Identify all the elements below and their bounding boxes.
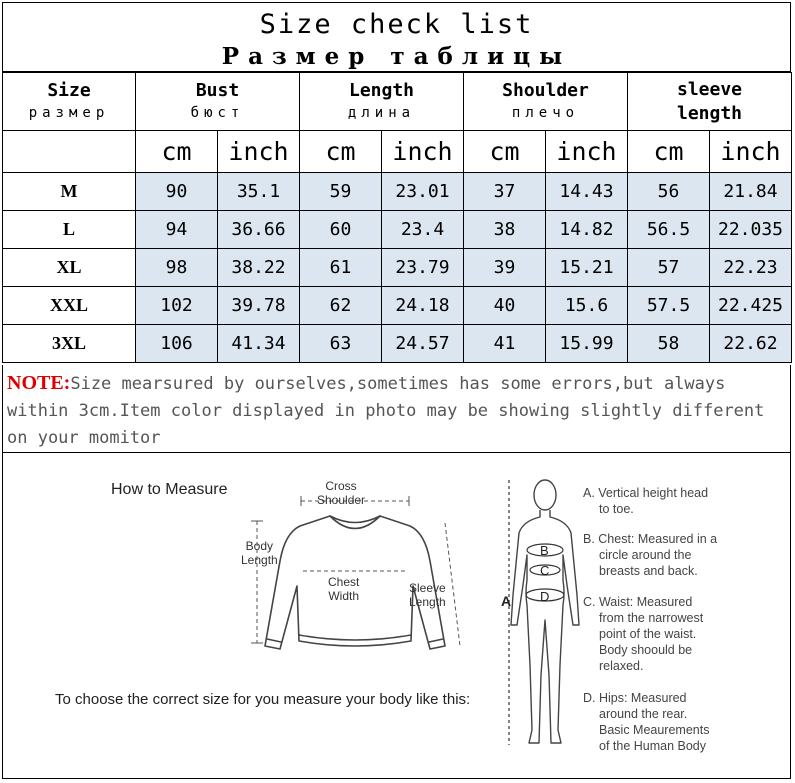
table-cell: 24.18	[382, 287, 464, 325]
note-box	[2, 365, 791, 453]
table-cell: 37	[464, 173, 546, 211]
table-cell: 22.425	[710, 287, 792, 325]
unit-cell: cm	[464, 131, 546, 173]
sleeve-length-line1: Sleeve	[409, 581, 446, 595]
table-row	[3, 287, 792, 325]
how-to-measure-heading: How to Measure	[111, 481, 228, 498]
table-cell: 59	[300, 173, 382, 211]
table-cell: 15.21	[546, 249, 628, 287]
legend-a	[583, 485, 708, 517]
table-cell: 56.5	[628, 211, 710, 249]
shoulder-header-ru: плечо	[511, 104, 580, 121]
table-row	[3, 325, 792, 363]
legend-d-line: Basic Meaurements	[599, 723, 710, 737]
chest-width-line2: Width	[328, 589, 360, 603]
legend-b-line: circle around the	[599, 548, 692, 562]
table-cell: 22.23	[710, 249, 792, 287]
unit-cell: cm	[136, 131, 218, 173]
marker-d: D	[540, 589, 550, 604]
table-cell: 62	[300, 287, 382, 325]
legend-d-line: D. Hips: Measured	[583, 691, 687, 705]
table-cell: 61	[300, 249, 382, 287]
table-cell: 40	[464, 287, 546, 325]
table-cell: 60	[300, 211, 382, 249]
sleeve-cuff-right	[429, 639, 443, 642]
title-russian: Размер таблицы	[221, 43, 572, 70]
unit-cell: inch	[382, 131, 464, 173]
table-cell: 56	[628, 173, 710, 211]
figure-head	[534, 480, 556, 510]
shoulder-header	[464, 73, 628, 131]
legend-c-line: relaxed.	[599, 659, 644, 673]
bust-header	[136, 73, 300, 131]
table-cell: 58	[628, 325, 710, 363]
marker-c: C	[540, 563, 550, 578]
table-cell: 106	[136, 325, 218, 363]
table-cell: 15.99	[546, 325, 628, 363]
length-header-ru: длина	[347, 104, 416, 121]
sleeve-length-header	[628, 73, 792, 131]
body-length-line1: Body	[245, 539, 274, 553]
table-cell: 35.1	[218, 173, 300, 211]
legend-c	[583, 594, 703, 674]
legend-b-line: breasts and back.	[599, 564, 698, 578]
legend-d	[583, 690, 709, 754]
shoulder-header-en: Shoulder	[502, 79, 589, 101]
title-english: Size check list	[259, 9, 534, 40]
legend-d-line: of the Human Body	[599, 739, 707, 753]
legend-b	[583, 531, 717, 579]
units-blank-cell	[3, 131, 136, 173]
table-cell: 57	[628, 249, 710, 287]
table-cell: 22.62	[710, 325, 792, 363]
legend-c-line: from the narrowest	[599, 611, 704, 625]
legend-c-line: C. Waist: Measured	[583, 595, 693, 609]
table-cell: 38.22	[218, 249, 300, 287]
table-cell: 24.57	[382, 325, 464, 363]
table-cell: 36.66	[218, 211, 300, 249]
bust-header-ru: бюст	[190, 104, 245, 121]
unit-cell: cm	[300, 131, 382, 173]
legend-c-line: Body shoould be	[599, 643, 693, 657]
sleeve-length-label	[409, 581, 446, 609]
note-label: NOTE:	[7, 372, 71, 394]
table-cell: 23.79	[382, 249, 464, 287]
table-cell: 41.34	[218, 325, 300, 363]
sleeve-header-line2: length	[677, 102, 743, 124]
table-cell: 98	[136, 249, 218, 287]
body-figure	[505, 475, 585, 775]
sleeve-cuff-left	[267, 639, 281, 642]
unit-cell: inch	[546, 131, 628, 173]
table-row	[3, 249, 792, 287]
table-cell: 63	[300, 325, 382, 363]
table-row	[3, 173, 792, 211]
legend-c-line: point of the waist.	[599, 627, 697, 641]
legend-b-line: B. Chest: Measured in a	[583, 532, 718, 546]
table-cell: 39	[464, 249, 546, 287]
table-cell: 41	[464, 325, 546, 363]
size-header-ru: размер	[28, 104, 110, 121]
measure-instruction: To choose the correct size for you measure your body like this:	[55, 691, 471, 708]
sweater-hem	[299, 635, 411, 640]
sleeve-length-line2: Length	[409, 595, 446, 609]
cross-shoulder-line1: Cross	[325, 479, 357, 493]
table-cell: 38	[464, 211, 546, 249]
legend-a-line: to toe.	[599, 502, 634, 516]
table-cell: 21.84	[710, 173, 792, 211]
length-header	[300, 73, 464, 131]
cross-shoulder-line2: Shoulder	[317, 493, 366, 507]
note-text: Size mearsured by ourselves,sometimes has some errors,but always within 3cm.Item color displayed in photo may be showing slightly different on your momitor	[7, 374, 765, 448]
title-box	[2, 2, 791, 72]
marker-a: A	[501, 593, 512, 609]
table-cell: 15.6	[546, 287, 628, 325]
size-label: 3XL	[3, 325, 136, 363]
size-label: XXL	[3, 287, 136, 325]
legend-d-line: around the rear.	[599, 707, 688, 721]
size-label: XL	[3, 249, 136, 287]
sleeve-length-line	[445, 523, 460, 646]
cross-shoulder-label	[317, 479, 365, 507]
size-header-en: Size	[47, 79, 91, 101]
legend-a-line: A. Vertical height head	[583, 486, 709, 500]
table-cell: 94	[136, 211, 218, 249]
chest-width-label	[328, 575, 359, 603]
size-label: L	[3, 211, 136, 249]
table-cell: 22.035	[710, 211, 792, 249]
table-cell: 14.43	[546, 173, 628, 211]
unit-cell: inch	[218, 131, 300, 173]
sleeve-header-line1: sleeve	[677, 78, 743, 100]
chest-width-line1: Chest	[328, 575, 360, 589]
body-length-label	[241, 539, 278, 567]
table-row	[3, 211, 792, 249]
size-table	[2, 72, 792, 363]
unit-cell: cm	[628, 131, 710, 173]
bust-header-en: Bust	[195, 79, 240, 101]
table-cell: 57.5	[628, 287, 710, 325]
unit-cell: inch	[710, 131, 792, 173]
table-cell: 23.01	[382, 173, 464, 211]
length-header-en: Length	[348, 79, 415, 101]
table-cell: 14.82	[546, 211, 628, 249]
table-cell: 102	[136, 287, 218, 325]
body-length-line2: Length	[241, 553, 278, 567]
size-label: M	[3, 173, 136, 211]
units-row	[3, 131, 792, 173]
how-to-measure-panel	[2, 453, 791, 779]
table-cell: 23.4	[382, 211, 464, 249]
table-cell: 39.78	[218, 287, 300, 325]
table-header-row	[3, 73, 792, 131]
table-cell: 90	[136, 173, 218, 211]
marker-b: B	[540, 543, 549, 558]
size-header	[3, 73, 136, 131]
